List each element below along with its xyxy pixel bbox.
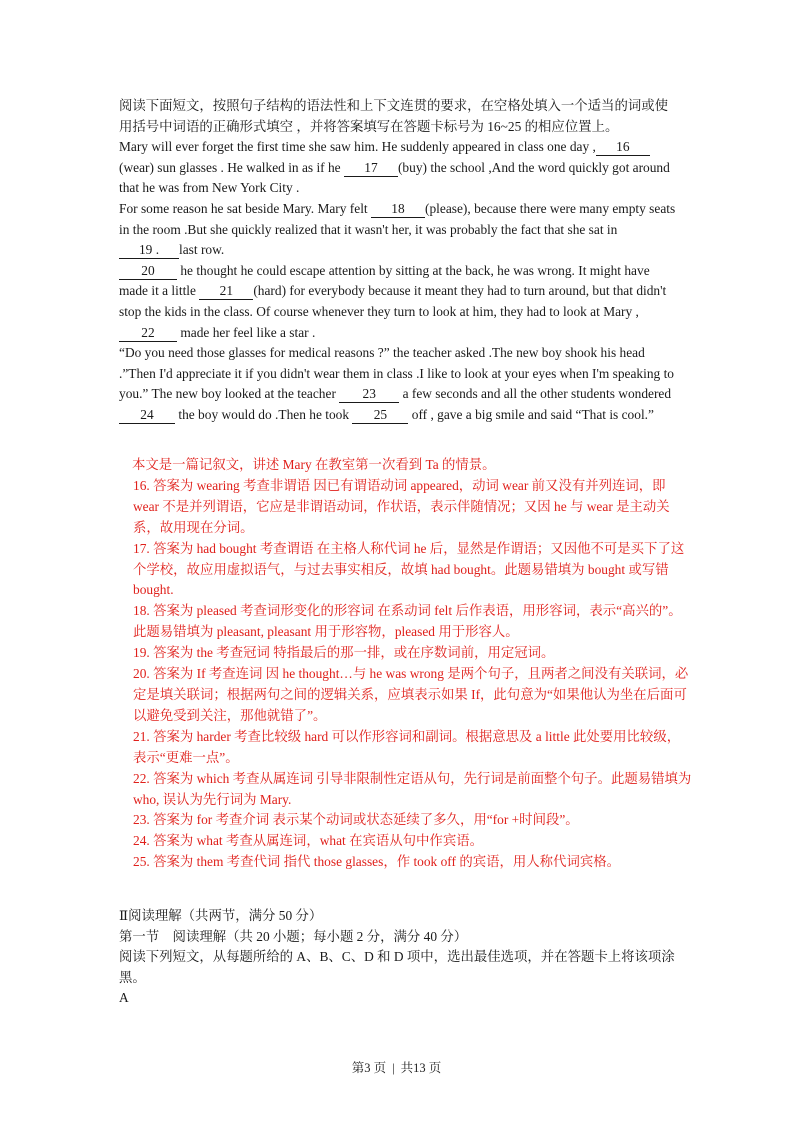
text-run: the boy would do .Then he took [175, 406, 353, 422]
total-pages: 共13 页 [400, 1061, 442, 1075]
answer-17: 17. 答案为 had bought 考查谓语 在主格人称代词 he 后，显然是作谓语；又因他不可是买下了这个学校，故应用虚拟语气，与过去事实相反，故填 had bought。此题易错填为 bought 或写错 bought. [133, 540, 685, 598]
text-run: For some reason he sat beside Mary. Mary felt [119, 200, 371, 216]
blank-22: 22 [119, 325, 177, 342]
text-run: (wear) sun glasses . He walked in as if he [119, 159, 344, 175]
answer-24: 24. 答案为 what 考查从属连词，what 在宾语从句中作宾语。 [133, 833, 483, 849]
footer-separator: | [392, 1061, 395, 1075]
paragraph-1 [119, 137, 679, 199]
section-heading: Ⅱ阅读理解（共两节，满分 50 分） [119, 908, 323, 923]
blank-21: 21 [199, 283, 253, 300]
text-run: “Do you need those glasses for medical reasons ?” the teacher asked .The new boy shook his head .”Then I'd appreciate it if you didn't wear them in class .I like to look at your eyes when I'm speaking to you.” The new boy looked at the teacher [119, 345, 674, 402]
answer-20: 20. 答案为 If 考查连词 因 he thought…与 he was wrong 是两个句子，且两者之间没有关联词，必定是填关联词；根据两句之间的逻辑关系，应填表示如果 If，此句意为“如果他认为坐在后面可以避免受到关注，那他就错了”。 [133, 666, 689, 723]
text-run: last row. [179, 242, 225, 258]
paragraph-4 [119, 343, 679, 425]
answer-23: 23. 答案为 for 考查介词 表示某个动词或状态延续了多久，用“for +时间段”。 [133, 812, 579, 828]
answer-22: 22. 答案为 which 考查从属连词 引导非限制性定语从句，先行词是前面整个句子。此题易错填为 who, 误认为先行词为 Mary. [133, 770, 692, 807]
blank-19: 19 . [119, 242, 179, 259]
section-instruction: 阅读下列短文，从每题所给的 A、B、C、D 和 D 项中，选出最佳选项，并在答题卡上将该项涂黑。 [119, 949, 675, 985]
answer-18: 18. 答案为 pleased 考查词形变化的形容词 在系动词 felt 后作表语，用形容词，表示“高兴的”。此题易错填为 pleasant, pleasant 用于形容物，pleased 用于形容人。 [133, 603, 682, 640]
cloze-passage [119, 96, 679, 426]
answer-25: 25. 答案为 them 考查代词 指代 those glasses，作 took off 的宾语，用人称代词宾格。 [133, 854, 621, 870]
page-footer [0, 1058, 793, 1076]
text-run: he thought he could escape attention by sitting at the back, he was wrong. It might have made it a little [119, 262, 650, 299]
text-run: Mary will ever forget the first time she saw him. He suddenly appeared in class one day , [119, 139, 596, 155]
text-run: (buy) the school ,And the word quickly got around that he was from New York City . [119, 159, 670, 196]
answer-21: 21. 答案为 harder 考查比较级 hard 可以作形容词和副词。根据意思及 a little 此处要用比较级，表示“更难一点”。 [133, 728, 681, 765]
instruction-text: 阅读下面短文，按照句子结构的语法性和上下文连贯的要求，在空格处填入一个适当的词或使用括号中词语的正确形式填空 ，并将答案填写在答题卡标号为 16~25 的相应位置上。 [119, 98, 669, 134]
page-number: 第3 页 [351, 1061, 387, 1075]
text-run: a few seconds and all the other students wondered [399, 386, 672, 402]
paragraph-2 [119, 199, 679, 261]
blank-18: 18 [371, 201, 425, 218]
blank-16: 16 [596, 139, 650, 156]
blank-17: 17 [344, 160, 398, 177]
passage-label: A [119, 990, 129, 1006]
paragraph-3 [119, 261, 679, 343]
text-run: off , gave a big smile and said “That is cool.” [408, 406, 654, 422]
reading-section [119, 906, 679, 1009]
answer-intro: 本文是一篇记叙文，讲述 Mary 在教室第一次看到 Ta 的情景。 [132, 457, 496, 472]
blank-23: 23 [339, 386, 399, 403]
answer-explanations [133, 455, 693, 873]
blank-24: 24 [119, 407, 175, 424]
blank-25: 25 [352, 407, 408, 424]
answer-19: 19. 答案为 the 考查冠词 特指最后的那一排，或在序数词前，用定冠词。 [133, 645, 555, 661]
text-run: (please), because there were many empty seats in the room .But she quickly realized that it wasn't her, it was probably the fact that she sat in [119, 200, 676, 237]
text-run: made her feel like a star . [177, 324, 316, 340]
answer-16: 16. 答案为 wearing 考查非谓语 因已有谓语动词 appeared，动词 wear 前又没有并列连词，即 wear 不是并列谓语，它应是非谓语动词，作状语，表示伴随情况；又因 he 与 wear 是主动关系，故用现在分词。 [133, 477, 670, 535]
text-run: (hard) for everybody because it meant they had to turn around, but that didn't stop the kids in the class. Of course whenever they turn to look at him, they had to look at Mary , [119, 283, 667, 319]
blank-20: 20 [119, 263, 177, 280]
section-part-title: 第一节 阅读理解（共 20 小题；每小题 2 分，满分 40 分） [119, 928, 468, 944]
